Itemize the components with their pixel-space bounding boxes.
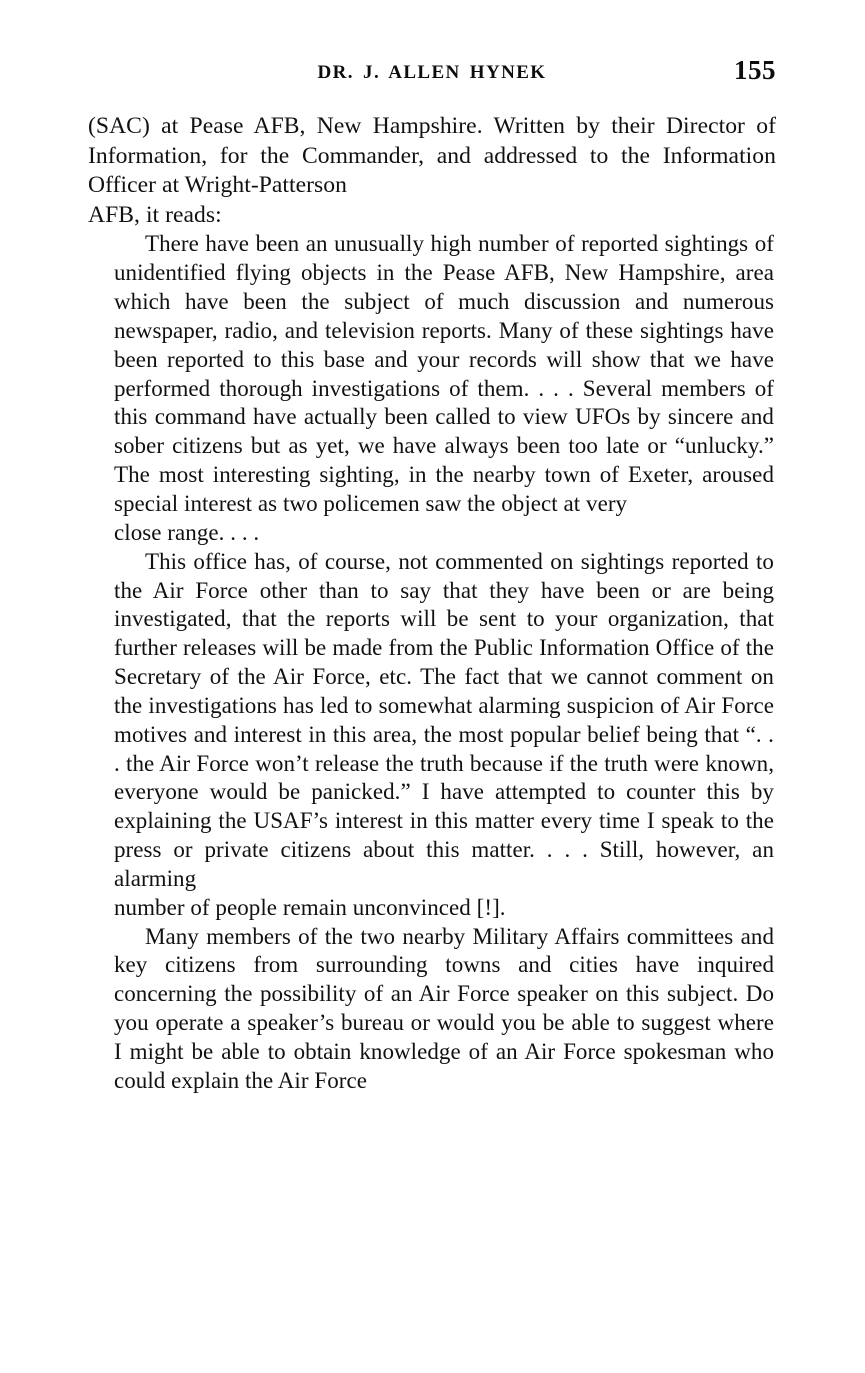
quote-paragraph-3-main: Many members of the two nearby Military Affairs committees and key citizens from surrounding towns and cities have inquired concerning the possibility of an Air Force speaker on this subject. Do you operate a speaker’s bureau or would you be able to suggest where I might be able to obtain knowledge of an Air Force spokesman who could explain the Air Force <box>114 923 774 1093</box>
lead-paragraph-last-line: AFB, it reads: <box>88 201 222 228</box>
quote-paragraph-3 <box>114 923 774 1096</box>
quote-paragraph-1-main: There have been an unusually high number of reported sightings of unidentified flying objects in the Pease AFB, New Hampshire, area which have been the subject of much discussion and numerous newspaper, radio, and television reports. Many of these sightings have been reported to this base and your records will show that we have performed thorough investigations of them. . . . Several members of this command have actually been called to view UFOs by sincere and sober citizens but as yet, we have always been too late or “unlucky.” The most interesting sighting, in the nearby town of Exeter, aroused special interest as two policemen saw the object at very <box>114 231 774 516</box>
block-quotation <box>114 230 774 1095</box>
quote-paragraph-2 <box>114 548 774 923</box>
quote-paragraph-2-last-line: number of people remain unconvinced [!]. <box>114 894 506 920</box>
text-block <box>88 112 776 1096</box>
running-head-title: DR. J. ALLEN HYNEK <box>317 62 547 83</box>
lead-paragraph <box>88 112 776 230</box>
running-head <box>88 55 776 92</box>
page-number: 155 <box>734 55 776 85</box>
quote-paragraph-2-main: This office has, of course, not commented on sightings reported to the Air Force other than to say that they have been or are being investigated, that the reports will be sent to your organization, that further releases will be made from the Public Information Office of the Secretary of the Air Force, etc. The fact that we cannot comment on the investigations has led to somewhat alarming suspicion of Air Force motives and interest in this area, the most popular belief being that “. . . the Air Force won’t release the truth because if the truth were known, everyone would be panicked.” I have attempted to counter this by explaining the USAF’s interest in this matter every time I speak to the press or private citizens about this matter. . . . Still, however, an alarming <box>114 548 774 891</box>
lead-paragraph-main: (SAC) at Pease AFB, New Hampshire. Written by their Director of Information, for the Commander, and addressed to the Information Officer at Wright-Patterson <box>88 113 776 199</box>
quote-paragraph-1-last-line: close range. . . . <box>114 519 260 545</box>
quote-paragraph-1 <box>114 230 774 547</box>
